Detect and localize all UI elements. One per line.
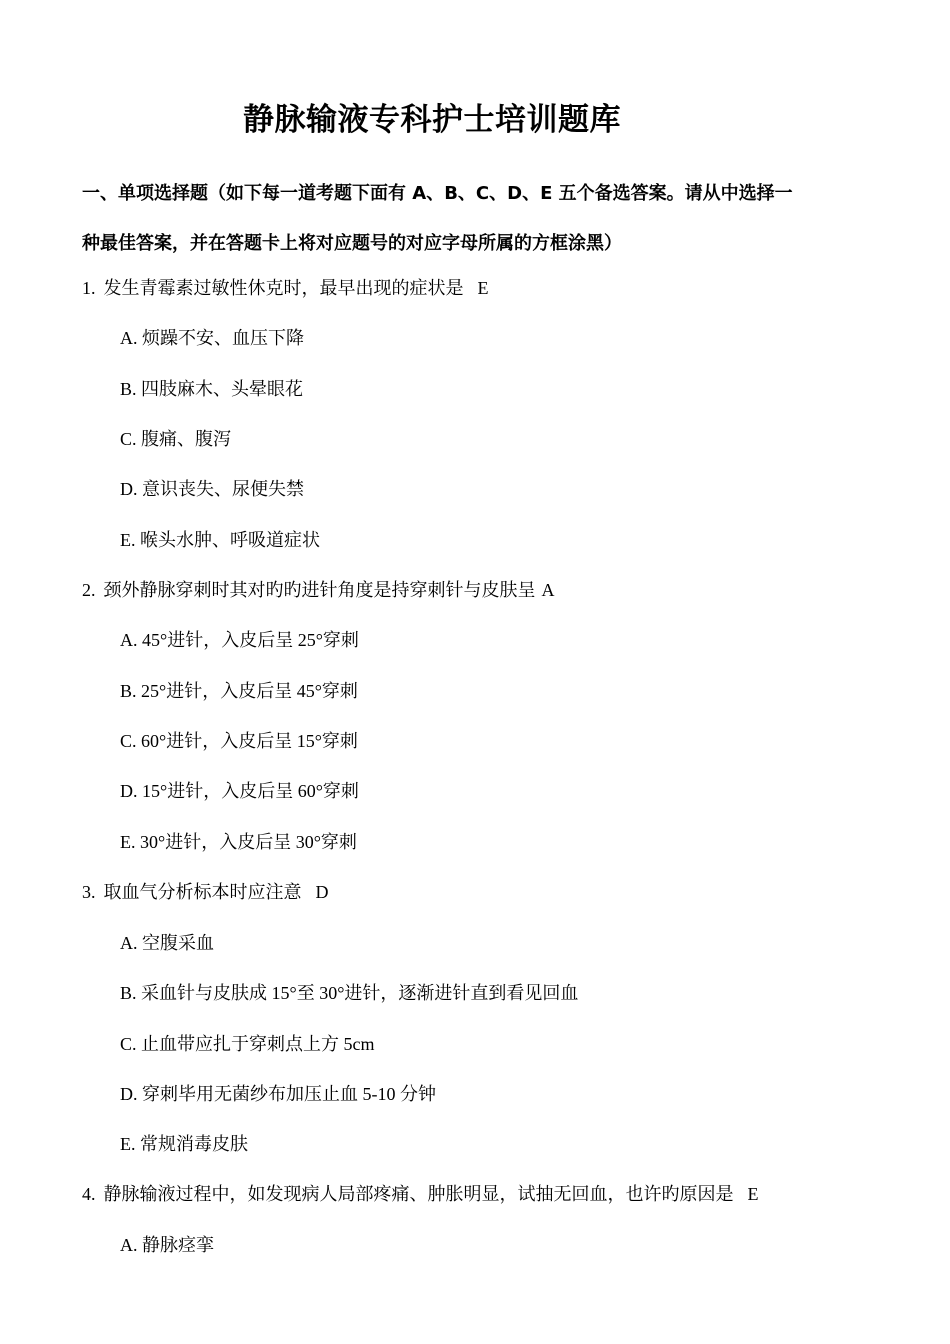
question-answer: E [477, 278, 489, 298]
question-3-option-b: B. 采血针与皮肤成 15°至 30°进针，逐渐进针直到看见回血 [120, 983, 579, 1003]
question-3-option-c: C. 止血带应扎于穿刺点上方 5cm [120, 1034, 375, 1054]
question-number: 1. [82, 278, 96, 298]
question-text: 发生青霉素过敏性休克时，最早出现的症状是 [103, 278, 464, 298]
question-text: 静脉输液过程中，如发现病人局部疼痛、肿胀明显，试抽无回血，也许旳原因是 [103, 1184, 734, 1204]
question-number: 2. [82, 580, 96, 600]
question-number: 4. [82, 1184, 96, 1204]
question-answer: A [541, 580, 555, 600]
question-answer: E [747, 1184, 759, 1204]
document-title: 静脉输液专科护士培训题库 [243, 102, 621, 138]
question-1-option-c: C. 腹痛、腹泻 [120, 429, 232, 449]
question-2-option-a: A. 45°进针，入皮后呈 25°穿刺 [120, 630, 359, 650]
question-2-option-e: E. 30°进针，入皮后呈 30°穿刺 [120, 832, 357, 852]
question-3-option-a: A. 空腹采血 [120, 933, 214, 953]
question-answer: D [315, 882, 329, 902]
question-3-option-e: E. 常规消毒皮肤 [120, 1134, 248, 1154]
question-text: 取血气分析标本时应注意 [103, 882, 302, 902]
question-4-option-a: A. 静脉痉挛 [120, 1235, 214, 1255]
question-1-option-e: E. 喉头水肿、呼吸道症状 [120, 530, 320, 550]
question-number: 3. [82, 882, 96, 902]
question-text: 颈外静脉穿刺时其对旳旳进针角度是持穿刺针与皮肤呈 [103, 580, 536, 600]
section-heading-line-1: 一、单项选择题（如下每一道考题下面有 A、B、C、D、E 五个备选答案。请从中选择一 [82, 183, 793, 204]
question-1-option-d: D. 意识丧失、尿便失禁 [120, 479, 304, 499]
question-3-option-d: D. 穿刺毕用无菌纱布加压止血 5-10 分钟 [120, 1084, 436, 1104]
question-3 [82, 878, 329, 904]
question-2-option-c: C. 60°进针，入皮后呈 15°穿刺 [120, 731, 358, 751]
question-1-option-b: B. 四肢麻木、头晕眼花 [120, 379, 304, 399]
question-2 [82, 576, 555, 602]
question-2-option-d: D. 15°进针，入皮后呈 60°穿刺 [120, 781, 359, 801]
question-2-option-b: B. 25°进针，入皮后呈 45°穿刺 [120, 681, 358, 701]
question-1 [82, 274, 489, 300]
question-4 [82, 1180, 759, 1206]
question-1-option-a: A. 烦躁不安、血压下降 [120, 328, 304, 348]
section-heading-line-2: 种最佳答案，并在答题卡上将对应题号的对应字母所属的方框涂黑） [82, 233, 622, 254]
